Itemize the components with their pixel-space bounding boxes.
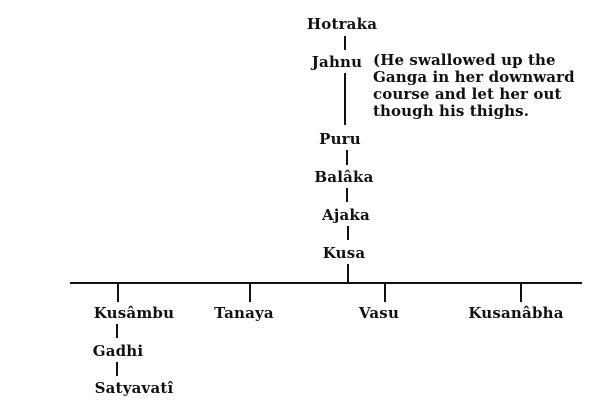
connector-ajaka-kusa <box>347 226 349 240</box>
jahnu-note <box>373 52 588 120</box>
node-gadhi: Gadhi <box>92 342 144 360</box>
connector-jahnu-puru <box>344 73 346 125</box>
jahnu-note-line-3: course and let her out <box>373 85 562 103</box>
connector-kusambu <box>117 284 119 302</box>
node-kusa: Kusa <box>322 244 366 262</box>
node-kusanabha: Kusanâbha <box>468 304 564 322</box>
jahnu-note-line-2: Ganga in her downward <box>373 68 575 86</box>
sons-bar <box>70 282 582 284</box>
connector-puru-balaka <box>346 150 348 165</box>
node-ajaka: Ajaka <box>322 206 370 224</box>
node-kusambu: Kusâmbu <box>93 304 175 322</box>
connector-gadhi-satyavati <box>116 362 118 376</box>
connector-vasu <box>384 284 386 302</box>
node-tanaya: Tanaya <box>214 304 274 322</box>
node-puru: Puru <box>319 130 361 148</box>
connector-kusanabha <box>520 284 522 302</box>
jahnu-note-line-4: though his thighs. <box>373 102 530 120</box>
connector-kusa-sons <box>347 264 349 282</box>
connector-tanaya <box>249 284 251 302</box>
connector-hotraka-jahnu <box>344 36 346 50</box>
node-jahnu: Jahnu <box>311 53 363 71</box>
connector-balaka-ajaka <box>346 188 348 202</box>
node-balaka: Balâka <box>314 168 374 186</box>
node-satyavati: Satyavatî <box>94 379 174 397</box>
node-hotraka: Hotraka <box>306 15 378 33</box>
node-vasu: Vasu <box>358 304 400 322</box>
jahnu-note-line-1: (He swallowed up the <box>373 51 556 69</box>
connector-kusambu-gadhi <box>116 324 118 338</box>
